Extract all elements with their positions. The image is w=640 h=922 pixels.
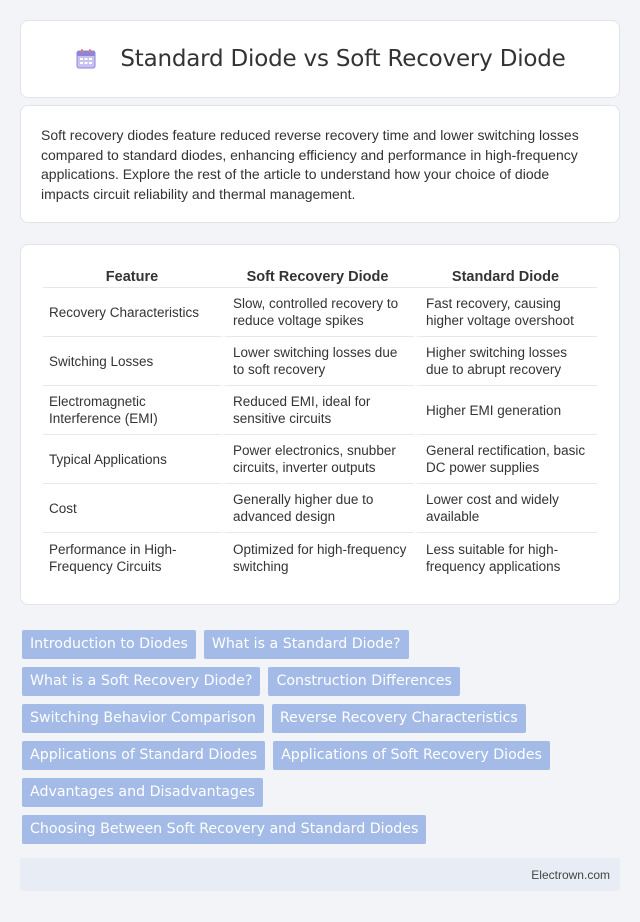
calendar-icon — [74, 47, 98, 71]
intro-text: Soft recovery diodes feature reduced reverse recovery time and lower switching losses compared to standard diodes, enhancing efficiency and performance in high-frequency applications. Explore the rest of the article to understand how your choice of diode impacts circuit reliability and thermal management. — [41, 127, 579, 202]
table-row — [43, 288, 597, 337]
page-title: Standard Diode vs Soft Recovery Diode — [120, 46, 566, 72]
comparison-table — [43, 265, 597, 582]
table-cell: Less suitable for high-frequency applications — [414, 533, 597, 582]
table-header-row — [43, 265, 597, 288]
tag-row — [22, 778, 622, 807]
tag-row — [22, 704, 622, 733]
tag-advantages-disadvantages[interactable]: Advantages and Disadvantages — [22, 778, 263, 807]
footer-site[interactable]: Electrown.com — [531, 867, 610, 882]
table-cell: Typical Applications — [43, 435, 221, 484]
tag-row — [22, 741, 622, 770]
table-row — [43, 533, 597, 582]
header-standard: Standard Diode — [414, 265, 597, 288]
table-cell: Optimized for high-frequency switching — [221, 533, 414, 582]
header-soft-recovery: Soft Recovery Diode — [221, 265, 414, 288]
table-cell: General rectification, basic DC power supplies — [414, 435, 597, 484]
tag-what-is-standard-diode[interactable]: What is a Standard Diode? — [204, 630, 409, 659]
tag-switching-behavior-comparison[interactable]: Switching Behavior Comparison — [22, 704, 264, 733]
table-row — [43, 337, 597, 386]
tag-row — [22, 815, 622, 844]
title-card — [20, 20, 620, 98]
table-row — [43, 435, 597, 484]
tag-what-is-soft-recovery-diode[interactable]: What is a Soft Recovery Diode? — [22, 667, 260, 696]
footer — [20, 858, 620, 891]
tag-choosing-between[interactable]: Choosing Between Soft Recovery and Standard Diodes — [22, 815, 426, 844]
tag-row — [22, 667, 622, 696]
table-cell: Recovery Characteristics — [43, 288, 221, 337]
table-cell: Performance in High-Frequency Circuits — [49, 541, 177, 574]
title-wrap — [74, 46, 565, 72]
table-cell: Switching Losses — [43, 337, 221, 386]
tag-introduction-to-diodes[interactable]: Introduction to Diodes — [22, 630, 196, 659]
tag-construction-differences[interactable]: Construction Differences — [268, 667, 459, 696]
header-feature: Feature — [43, 265, 221, 288]
table-cell: Electromagnetic Interference (EMI) — [43, 386, 221, 435]
tag-row — [22, 630, 622, 659]
table-cell: Fast recovery, causing higher voltage overshoot — [414, 288, 597, 337]
intro-card — [20, 105, 620, 223]
table-row — [43, 386, 597, 435]
table-cell: Higher EMI generation — [414, 386, 597, 435]
table-cell: Lower cost and widely available — [414, 484, 597, 533]
tag-applications-soft-recovery-diodes[interactable]: Applications of Soft Recovery Diodes — [273, 741, 550, 770]
table-cell: Slow, controlled recovery to reduce voltage spikes — [221, 288, 414, 337]
table-cell: Reduced EMI, ideal for sensitive circuits — [221, 386, 414, 435]
table-row — [43, 484, 597, 533]
table-cell: Power electronics, snubber circuits, inverter outputs — [221, 435, 414, 484]
table-cell: Higher switching losses due to abrupt recovery — [414, 337, 597, 386]
table-cell: Cost — [43, 484, 221, 533]
topic-tags — [22, 630, 622, 852]
comparison-table-card — [20, 244, 620, 605]
table-cell: Lower switching losses due to soft recovery — [221, 337, 414, 386]
table-cell: Generally higher due to advanced design — [221, 484, 414, 533]
tag-reverse-recovery-characteristics[interactable]: Reverse Recovery Characteristics — [272, 704, 526, 733]
tag-applications-standard-diodes[interactable]: Applications of Standard Diodes — [22, 741, 265, 770]
